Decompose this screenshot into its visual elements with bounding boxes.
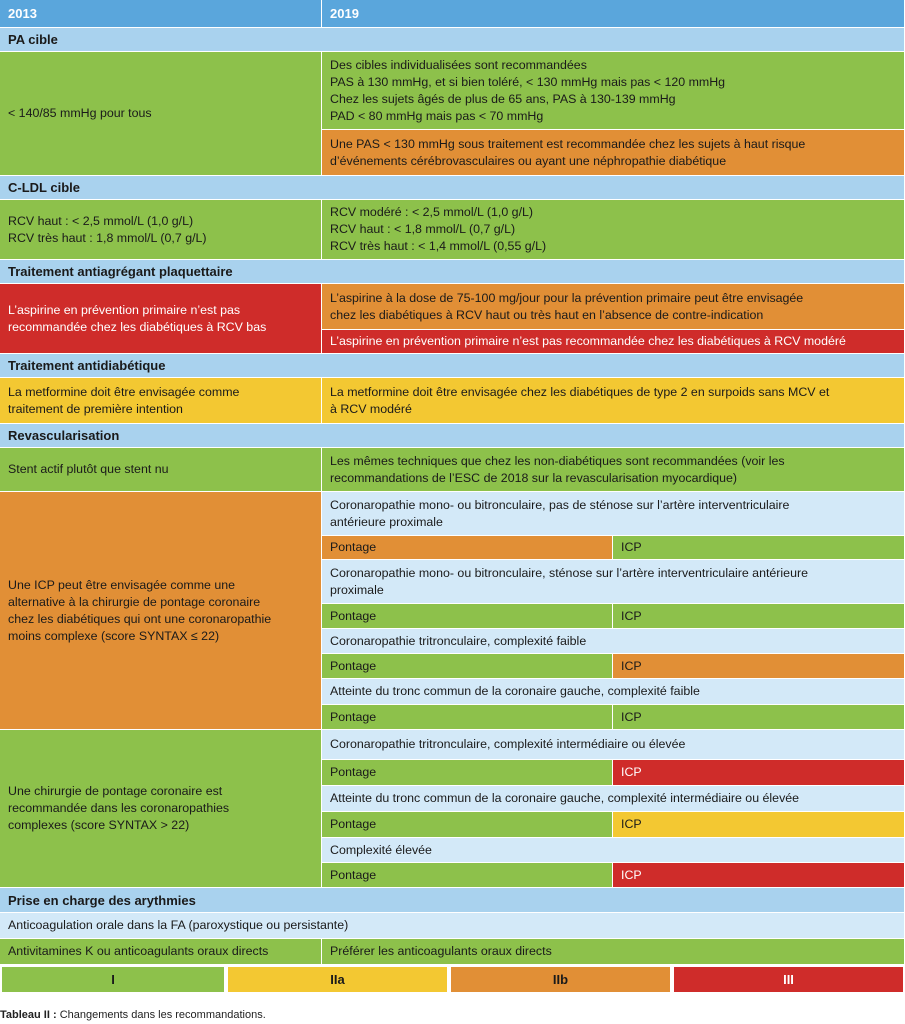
header-2013: 2013 (0, 0, 322, 28)
arrhythmia-fa: Anticoagulation orale dans la FA (paroxystique ou persistante) (0, 913, 905, 939)
cabg-2013: Une chirurgie de pontage coronaire est recommandée dans les coronaropathies complexes (score SYNTAX > 22) (0, 730, 322, 888)
pa-2019-targets: Des cibles individualisées sont recommandées PAS à 130 mmHg, et si bien toléré, < 130 mmHg mais pas < 120 mmHg Chez les sujets âgés de plus de 65 ans, PAS à 130-139 mmHg PAD < 80 mmHg mais pas < 70 mmHg (322, 52, 905, 130)
scenario-6-icp: ICP (613, 812, 905, 838)
scenario-6: Atteinte du tronc commun de la coronaire gauche, complexité intermédiaire ou élevée (322, 786, 905, 812)
section-antiplatelet: Traitement antiagrégant plaquettaire (0, 260, 905, 284)
arrhythmia-2019: Préférer les anticoagulants oraux directs (322, 939, 905, 965)
section-revasc: Revascularisation (0, 424, 905, 448)
ldl-2013: RCV haut : < 2,5 mmol/L (1,0 g/L) RCV très haut : 1,8 mmol/L (0,7 g/L) (0, 200, 322, 260)
scenario-1: Coronaropathie mono- ou bitronculaire, pas de sténose sur l’artère interventriculaire antérieure proximale (322, 492, 905, 536)
legend-class-iia: IIa (226, 965, 449, 994)
scenario-2-icp: ICP (613, 604, 905, 629)
scenario-5-pontage: Pontage (322, 760, 613, 786)
scenario-7-pontage: Pontage (322, 863, 613, 888)
antiplatelet-2013: L’aspirine en prévention primaire n’est pas recommandée chez les diabétiques à RCV bas (0, 284, 322, 354)
scenario-6-pontage: Pontage (322, 812, 613, 838)
scenario-3-pontage: Pontage (322, 654, 613, 679)
scenario-3-icp: ICP (613, 654, 905, 679)
pa-2013: < 140/85 mmHg pour tous (0, 52, 322, 176)
scenario-1-icp: ICP (613, 536, 905, 560)
icp-2013: Une ICP peut être envisagée comme une alternative à la chirurgie de pontage coronaire chez les diabétiques qui ont une coronaropathie moins complexe (score SYNTAX ≤ 22) (0, 492, 322, 730)
section-ldl: C-LDL cible (0, 176, 905, 200)
stent-2019: Les mêmes techniques que chez les non-diabétiques sont recommandées (voir les recommandations de l’ESC de 2018 sur la revascularisation myocardique) (322, 448, 905, 492)
section-antidiabetic: Traitement antidiabétique (0, 354, 905, 378)
caption-text: Changements dans les recommandations. (56, 1009, 266, 1021)
legend-class-iib: IIb (449, 965, 672, 994)
scenario-2-pontage: Pontage (322, 604, 613, 629)
legend-class-i: I (0, 965, 226, 994)
stent-2013: Stent actif plutôt que stent nu (0, 448, 322, 492)
antiplatelet-2019-moderate-risk: L’aspirine en prévention primaire n’est pas recommandée chez les diabétiques à RCV modéré (322, 330, 905, 354)
scenario-5-icp: ICP (613, 760, 905, 786)
ldl-2019: RCV modéré : < 2,5 mmol/L (1,0 g/L) RCV haut : < 1,8 mmol/L (0,7 g/L) RCV très haut : < 1,4 mmol/L (0,55 g/L) (322, 200, 905, 260)
pa-2019-high-risk: Une PAS < 130 mmHg sous traitement est recommandée chez les sujets à haut risque d’événements cérébrovasculaires ou ayant une néphropathie diabétique (322, 130, 905, 176)
scenario-5: Coronaropathie tritronculaire, complexité intermédiaire ou élevée (322, 730, 905, 760)
scenario-7-icp: ICP (613, 863, 905, 888)
scenario-4-icp: ICP (613, 705, 905, 730)
antidiabetic-2013: La metformine doit être envisagée comme traitement de première intention (0, 378, 322, 424)
scenario-1-pontage: Pontage (322, 536, 613, 560)
antidiabetic-2019: La metformine doit être envisagée chez les diabétiques de type 2 en surpoids sans MCV et à RCV modéré (322, 378, 905, 424)
scenario-4: Atteinte du tronc commun de la coronaire gauche, complexité faible (322, 679, 905, 705)
scenario-4-pontage: Pontage (322, 705, 613, 730)
antiplatelet-2019-high-risk: L’aspirine à la dose de 75-100 mg/jour pour la prévention primaire peut être envisagée chez les diabétiques à RCV haut ou très haut en l’absence de contre-indication (322, 284, 905, 330)
scenario-2: Coronaropathie mono- ou bitronculaire, sténose sur l’artère interventriculaire antérieure proximale (322, 560, 905, 604)
header-2019: 2019 (322, 0, 905, 28)
section-arrhythmia: Prise en charge des arythmies (0, 888, 905, 913)
arrhythmia-2013: Antivitamines K ou anticoagulants oraux directs (0, 939, 322, 965)
legend-class-iii: III (672, 965, 905, 994)
scenario-7: Complexité élevée (322, 838, 905, 863)
scenario-3: Coronaropathie tritronculaire, complexité faible (322, 629, 905, 654)
caption-label: Tableau II : (0, 1009, 57, 1021)
section-pa: PA cible (0, 28, 905, 52)
table-caption (0, 1009, 266, 1021)
